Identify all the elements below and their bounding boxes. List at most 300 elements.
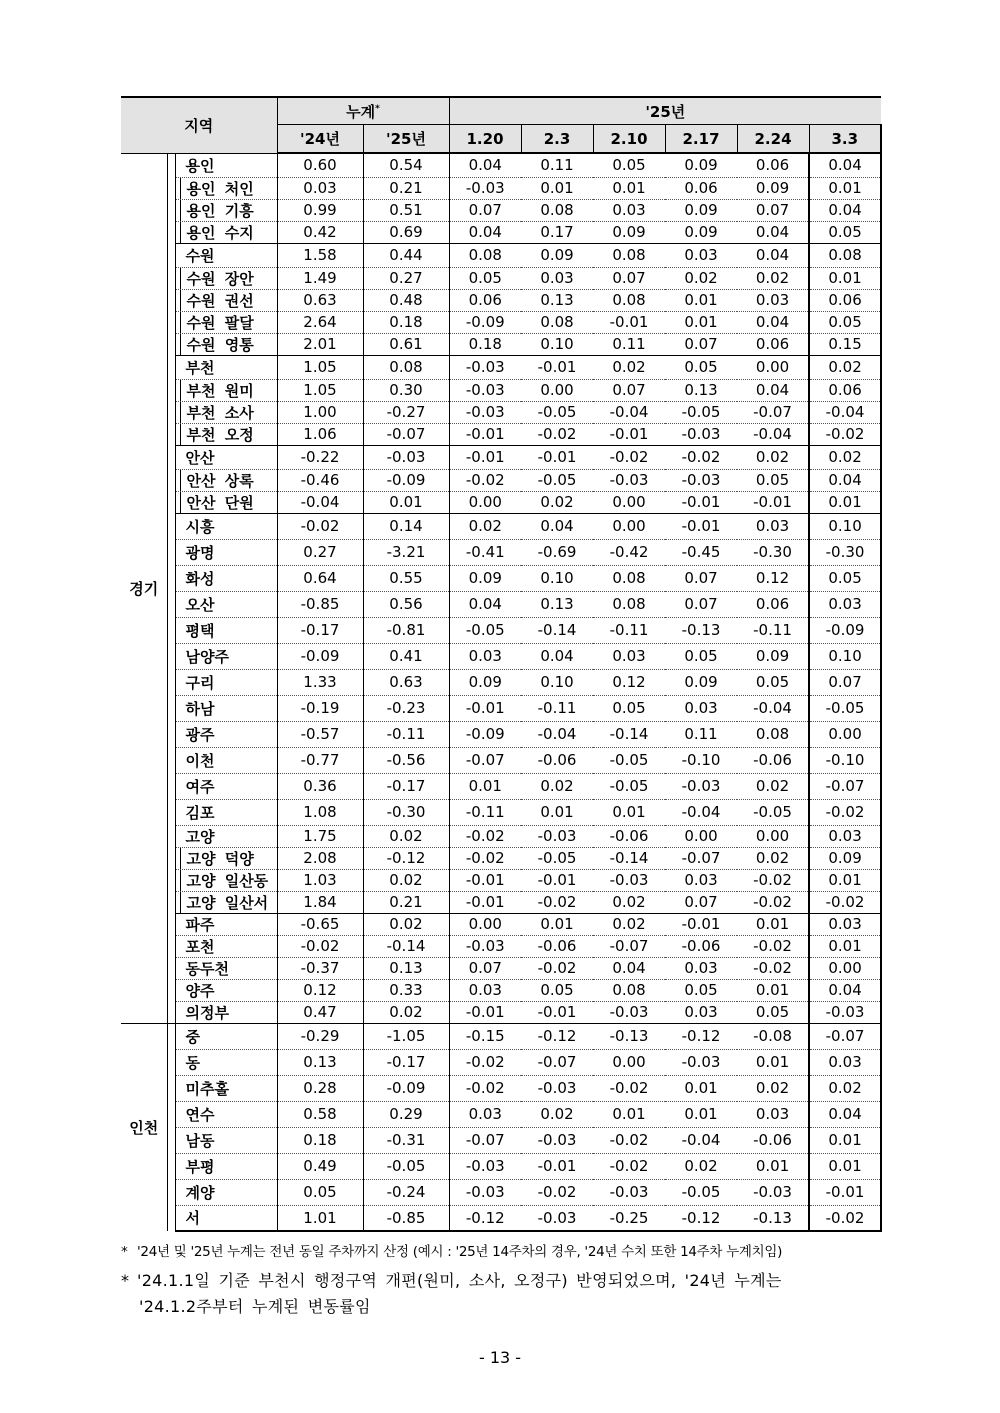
page-number: - 13 -	[478, 1348, 522, 1367]
week-cell: 0.02	[593, 891, 665, 913]
week-cell: -0.09	[449, 721, 521, 747]
cum25-cell: -1.05	[363, 1023, 449, 1049]
district-name: 평택	[175, 617, 277, 643]
week-cell: -0.03	[665, 469, 737, 491]
week-cell: -0.03	[449, 401, 521, 423]
week-cell: 0.07	[593, 267, 665, 289]
cum25-cell: 0.41	[363, 643, 449, 669]
table-row	[121, 799, 881, 825]
region-group-label: 경기	[121, 153, 167, 1023]
week-cell: -0.02	[449, 1049, 521, 1075]
week-cell: 0.09	[449, 669, 521, 695]
table-row	[121, 177, 881, 199]
cum25-cell: 0.29	[363, 1101, 449, 1127]
week-cell: -0.14	[593, 721, 665, 747]
week-cell: 0.05	[809, 311, 881, 333]
table-row	[121, 513, 881, 539]
week-cell: 0.04	[809, 469, 881, 491]
cum25-cell: -0.09	[363, 1075, 449, 1101]
week-cell: -0.01	[521, 1001, 593, 1023]
week-cell: -0.04	[665, 1127, 737, 1153]
cum24-cell: 1.05	[277, 379, 363, 401]
week-cell: 0.08	[809, 243, 881, 267]
week-cell: 0.07	[449, 199, 521, 221]
week-cell: -0.03	[521, 1205, 593, 1231]
cum24-cell: 0.58	[277, 1101, 363, 1127]
week-cell: 0.02	[737, 847, 809, 869]
week-cell: -0.02	[737, 869, 809, 891]
week-cell: -0.02	[593, 1075, 665, 1101]
cum24-cell: 0.49	[277, 1153, 363, 1179]
district-name: 계양	[175, 1179, 277, 1205]
table-row	[121, 1179, 881, 1205]
week-cell: 0.01	[665, 289, 737, 311]
week-cell: -0.01	[521, 869, 593, 891]
week-cell: -0.07	[521, 1049, 593, 1075]
district-name: 화성	[175, 565, 277, 591]
table-row	[121, 747, 881, 773]
cum25-cell: 0.69	[363, 221, 449, 243]
week-cell: 0.06	[737, 333, 809, 355]
subdistrict-name	[175, 869, 277, 891]
week-cell: -0.02	[737, 935, 809, 957]
table-row	[121, 379, 881, 401]
week-cell: -0.02	[809, 1205, 881, 1231]
table-row	[121, 1127, 881, 1153]
week-cell: -0.06	[593, 825, 665, 847]
subdistrict-label: 고양 덕양	[180, 848, 254, 869]
week-cell: 0.06	[737, 591, 809, 617]
week-cell: 0.03	[665, 243, 737, 267]
district-name: 서	[175, 1205, 277, 1231]
table-row	[121, 1023, 881, 1049]
week-cell: 0.02	[593, 355, 665, 379]
district-name: 광주	[175, 721, 277, 747]
week-cell: 0.05	[665, 979, 737, 1001]
week-header-latest: 3.3	[809, 125, 881, 154]
cum25-cell: 0.01	[363, 491, 449, 513]
cum25-cell: -0.12	[363, 847, 449, 869]
week-cell: -0.02	[449, 847, 521, 869]
week-cell: 0.02	[521, 1101, 593, 1127]
cum25-cell: -0.24	[363, 1179, 449, 1205]
cum24-cell: -0.02	[277, 935, 363, 957]
district-name: 안산	[175, 445, 277, 469]
week-cell: 0.05	[737, 1001, 809, 1023]
week-cell: 0.05	[809, 221, 881, 243]
week-cell: 0.01	[521, 177, 593, 199]
week-cell: 0.10	[521, 333, 593, 355]
week-cell: 0.03	[809, 825, 881, 847]
subdistrict-label: 수원 권선	[180, 290, 254, 311]
week-cell: -0.02	[521, 423, 593, 445]
cum24-header: '24년	[277, 125, 363, 154]
week-cell: 0.00	[521, 379, 593, 401]
week-cell: 0.02	[593, 913, 665, 935]
table-row	[121, 617, 881, 643]
footnote-2-line1: '24.1.1일 기준 부천시 행정구역 개편(원미, 소사, 오정구) 반영되었으며, '24년 누계는	[137, 1271, 782, 1290]
year25-header: '25년	[449, 97, 881, 125]
subdistrict-name	[175, 333, 277, 355]
week-cell: -0.07	[737, 401, 809, 423]
week-cell: 0.01	[737, 979, 809, 1001]
week-cell: 0.05	[737, 669, 809, 695]
week-cell: -0.02	[665, 445, 737, 469]
table-row	[121, 1101, 881, 1127]
cum24-cell: 0.13	[277, 1049, 363, 1075]
week-cell: 0.05	[521, 979, 593, 1001]
week-cell: 0.01	[521, 799, 593, 825]
cum24-cell: 0.05	[277, 1179, 363, 1205]
week-cell: -0.13	[737, 1205, 809, 1231]
week-cell: -0.30	[737, 539, 809, 565]
week-cell: 0.06	[809, 379, 881, 401]
week-cell: 0.03	[449, 979, 521, 1001]
week-cell: 0.07	[665, 891, 737, 913]
week-cell: 0.05	[593, 153, 665, 177]
district-name: 김포	[175, 799, 277, 825]
week-cell: 0.12	[593, 669, 665, 695]
week-header: 1.20	[449, 125, 521, 154]
week-cell: 0.06	[737, 153, 809, 177]
cum24-cell: 1.75	[277, 825, 363, 847]
subdistrict-name	[175, 847, 277, 869]
week-cell: 0.07	[593, 379, 665, 401]
subdistrict-name	[175, 177, 277, 199]
week-cell: 0.01	[809, 177, 881, 199]
week-cell: 0.02	[665, 267, 737, 289]
cum24-cell: -0.19	[277, 695, 363, 721]
group-spacer	[167, 153, 175, 1023]
week-cell: -0.04	[737, 423, 809, 445]
cum24-cell: 0.27	[277, 539, 363, 565]
week-cell: 0.08	[737, 721, 809, 747]
week-cell: 0.11	[593, 333, 665, 355]
cum25-cell: -0.23	[363, 695, 449, 721]
subdistrict-label: 고양 일산동	[180, 870, 269, 891]
week-cell: 0.00	[809, 721, 881, 747]
week-cell: 0.01	[809, 935, 881, 957]
footnote-2	[121, 1268, 881, 1320]
week-cell: 0.09	[449, 565, 521, 591]
week-cell: -0.03	[665, 423, 737, 445]
cum24-cell: 0.60	[277, 153, 363, 177]
cum25-cell: 0.02	[363, 825, 449, 847]
week-cell: -0.03	[449, 1179, 521, 1205]
week-cell: 0.08	[593, 979, 665, 1001]
week-cell: 0.13	[665, 379, 737, 401]
cum24-cell: 1.58	[277, 243, 363, 267]
week-cell: -0.01	[449, 869, 521, 891]
subdistrict-label: 수원 영통	[180, 334, 254, 355]
cum24-cell: -0.37	[277, 957, 363, 979]
week-cell: 0.10	[521, 565, 593, 591]
week-cell: -0.10	[665, 747, 737, 773]
table-row	[121, 1075, 881, 1101]
subdistrict-name	[175, 379, 277, 401]
footnote-1-text: '24년 및 '25년 누계는 전년 동일 주차까지 산정 (예시 : '25년 14주차의 경우, '24년 수치 또한 14주차 누계치임)	[137, 1244, 783, 1260]
table-row	[121, 333, 881, 355]
week-cell: -0.03	[449, 355, 521, 379]
table-row	[121, 491, 881, 513]
week-cell: -0.14	[593, 847, 665, 869]
week-cell: 0.08	[449, 243, 521, 267]
subdistrict-name	[175, 469, 277, 491]
week-cell: -0.02	[737, 957, 809, 979]
week-cell: -0.06	[737, 747, 809, 773]
week-cell: 0.01	[809, 267, 881, 289]
district-name: 연수	[175, 1101, 277, 1127]
week-cell: 0.05	[809, 565, 881, 591]
week-cell: 0.02	[809, 355, 881, 379]
cum24-cell: 0.47	[277, 1001, 363, 1023]
week-cell: -0.13	[665, 617, 737, 643]
table-row	[121, 1001, 881, 1023]
table-row	[121, 591, 881, 617]
week-cell: -0.06	[521, 747, 593, 773]
week-cell: 0.18	[449, 333, 521, 355]
week-cell: 0.01	[593, 1101, 665, 1127]
cum24-cell: 2.08	[277, 847, 363, 869]
week-cell: 0.00	[449, 913, 521, 935]
week-cell: 0.09	[665, 153, 737, 177]
week-cell: 0.05	[737, 469, 809, 491]
week-cell: 0.02	[737, 445, 809, 469]
week-cell: 0.03	[665, 869, 737, 891]
table-row	[121, 1205, 881, 1231]
week-cell: 0.00	[593, 513, 665, 539]
cum25-cell: -3.21	[363, 539, 449, 565]
cum24-cell: 0.18	[277, 1127, 363, 1153]
week-cell: 0.04	[809, 979, 881, 1001]
cum25-cell: -0.85	[363, 1205, 449, 1231]
week-cell: 0.08	[593, 289, 665, 311]
district-name: 동두천	[175, 957, 277, 979]
cum24-cell: 0.36	[277, 773, 363, 799]
footnote-2-line2: '24.1.2주부터 누계된 변동률임	[139, 1297, 371, 1316]
week-cell: -0.04	[737, 695, 809, 721]
week-cell: 0.09	[521, 243, 593, 267]
week-cell: -0.03	[593, 1179, 665, 1205]
week-cell: 0.03	[737, 513, 809, 539]
district-name: 부천	[175, 355, 277, 379]
week-cell: 0.00	[593, 491, 665, 513]
week-cell: 0.02	[665, 1153, 737, 1179]
cum25-cell: -0.05	[363, 1153, 449, 1179]
week-cell: 0.04	[737, 311, 809, 333]
week-cell: 0.02	[521, 491, 593, 513]
week-cell: -0.13	[593, 1023, 665, 1049]
week-cell: -0.07	[449, 747, 521, 773]
subdistrict-name	[175, 267, 277, 289]
week-cell: -0.02	[809, 891, 881, 913]
week-cell: -0.01	[737, 491, 809, 513]
week-cell: 0.04	[809, 199, 881, 221]
cum25-cell: -0.27	[363, 401, 449, 423]
week-cell: 0.07	[665, 591, 737, 617]
week-cell: 0.08	[593, 565, 665, 591]
week-cell: -0.02	[521, 1179, 593, 1205]
table-row	[121, 957, 881, 979]
cum25-cell: 0.55	[363, 565, 449, 591]
subdistrict-name	[175, 401, 277, 423]
table-row	[121, 847, 881, 869]
week-cell: 0.03	[449, 643, 521, 669]
table-row	[121, 401, 881, 423]
cum24-cell: -0.57	[277, 721, 363, 747]
week-cell: -0.05	[521, 401, 593, 423]
district-name: 오산	[175, 591, 277, 617]
week-cell: -0.03	[737, 1179, 809, 1205]
week-cell: -0.01	[665, 913, 737, 935]
week-cell: 0.07	[449, 957, 521, 979]
cum24-cell: 1.84	[277, 891, 363, 913]
week-cell: -0.05	[737, 799, 809, 825]
week-cell: -0.02	[809, 423, 881, 445]
cum25-cell: 0.21	[363, 891, 449, 913]
district-name: 광명	[175, 539, 277, 565]
group-spacer	[167, 1023, 175, 1231]
subdistrict-label: 부천 소사	[180, 402, 254, 423]
week-cell: -0.09	[809, 617, 881, 643]
week-cell: -0.07	[665, 847, 737, 869]
week-cell: 0.08	[593, 243, 665, 267]
table-row	[121, 721, 881, 747]
week-cell: -0.11	[737, 617, 809, 643]
week-cell: 0.09	[593, 221, 665, 243]
district-name: 하남	[175, 695, 277, 721]
table-row	[121, 935, 881, 957]
cum25-cell: 0.14	[363, 513, 449, 539]
cum25-cell: 0.44	[363, 243, 449, 267]
cum25-cell: 0.13	[363, 957, 449, 979]
district-name: 미추홀	[175, 1075, 277, 1101]
week-cell: -0.12	[449, 1205, 521, 1231]
cum24-cell: -0.46	[277, 469, 363, 491]
week-cell: -0.06	[665, 935, 737, 957]
cum24-cell: -0.17	[277, 617, 363, 643]
cum24-cell: 0.99	[277, 199, 363, 221]
week-cell: -0.09	[449, 311, 521, 333]
week-cell: -0.02	[449, 469, 521, 491]
week-cell: 0.03	[737, 1101, 809, 1127]
week-cell: -0.05	[449, 617, 521, 643]
footnote-1	[121, 1240, 782, 1260]
week-cell: -0.01	[449, 695, 521, 721]
cum25-cell: 0.02	[363, 913, 449, 935]
week-cell: -0.01	[521, 445, 593, 469]
week-cell: 0.02	[737, 267, 809, 289]
week-cell: -0.03	[449, 1153, 521, 1179]
cum24-cell: 1.33	[277, 669, 363, 695]
week-cell: -0.01	[449, 445, 521, 469]
subdistrict-label: 용인 기흥	[180, 200, 254, 221]
district-name: 시흥	[175, 513, 277, 539]
week-cell: 0.01	[809, 491, 881, 513]
week-cell: 0.08	[521, 311, 593, 333]
week-cell: -0.03	[449, 177, 521, 199]
table-row	[121, 355, 881, 379]
week-cell: -0.05	[521, 469, 593, 491]
week-cell: -0.04	[593, 401, 665, 423]
week-cell: -0.03	[593, 1001, 665, 1023]
week-cell: 0.02	[737, 1075, 809, 1101]
week-cell: 0.04	[449, 591, 521, 617]
week-cell: 0.13	[521, 591, 593, 617]
subdistrict-name	[175, 423, 277, 445]
table-row	[121, 695, 881, 721]
week-cell: 0.07	[809, 669, 881, 695]
week-cell: -0.08	[737, 1023, 809, 1049]
cum24-cell: 1.49	[277, 267, 363, 289]
cum24-cell: 0.42	[277, 221, 363, 243]
region-group-label: 인천	[121, 1023, 167, 1231]
subdistrict-label: 수원 팔달	[180, 312, 254, 333]
table-row	[121, 221, 881, 243]
table-header	[121, 97, 881, 153]
week-cell: -0.02	[449, 1075, 521, 1101]
week-cell: 0.17	[521, 221, 593, 243]
district-name: 파주	[175, 913, 277, 935]
week-cell: 0.01	[521, 913, 593, 935]
week-cell: 0.04	[737, 379, 809, 401]
week-cell: -0.02	[593, 445, 665, 469]
week-cell: -0.05	[593, 773, 665, 799]
cum24-cell: -0.22	[277, 445, 363, 469]
week-cell: -0.03	[593, 869, 665, 891]
cum25-cell: 0.56	[363, 591, 449, 617]
week-cell: -0.42	[593, 539, 665, 565]
week-cell: 0.09	[665, 199, 737, 221]
week-cell: -0.05	[665, 401, 737, 423]
cum24-cell: 1.01	[277, 1205, 363, 1231]
week-header: 2.3	[521, 125, 593, 154]
district-name: 포천	[175, 935, 277, 957]
cum25-cell: -0.07	[363, 423, 449, 445]
region-header: 지역	[121, 97, 277, 153]
week-cell: -0.30	[809, 539, 881, 565]
week-cell: 0.04	[809, 1101, 881, 1127]
cum24-cell: -0.65	[277, 913, 363, 935]
table-row	[121, 773, 881, 799]
district-name: 남양주	[175, 643, 277, 669]
week-cell: 0.00	[665, 825, 737, 847]
week-cell: -0.07	[809, 1023, 881, 1049]
cum24-cell: 2.01	[277, 333, 363, 355]
cum24-cell: -0.04	[277, 491, 363, 513]
week-cell: -0.12	[521, 1023, 593, 1049]
week-cell: 0.06	[809, 289, 881, 311]
week-cell: 0.07	[665, 333, 737, 355]
footnote-bullet: *	[121, 1271, 130, 1290]
subdistrict-label: 용인 처인	[180, 178, 254, 199]
cum25-cell: 0.18	[363, 311, 449, 333]
cum25-cell: -0.81	[363, 617, 449, 643]
subdistrict-name	[175, 891, 277, 913]
subdistrict-label: 수원 장안	[180, 268, 254, 289]
cum25-cell: 0.63	[363, 669, 449, 695]
table-row	[121, 979, 881, 1001]
week-cell: 0.01	[737, 913, 809, 935]
week-cell: 0.07	[665, 565, 737, 591]
subdistrict-label: 고양 일산서	[180, 892, 269, 913]
week-cell: -0.03	[809, 1001, 881, 1023]
table-row	[121, 243, 881, 267]
week-cell: 0.06	[449, 289, 521, 311]
week-cell: 0.01	[737, 1049, 809, 1075]
week-cell: 0.01	[665, 1075, 737, 1101]
week-cell: -0.02	[521, 957, 593, 979]
